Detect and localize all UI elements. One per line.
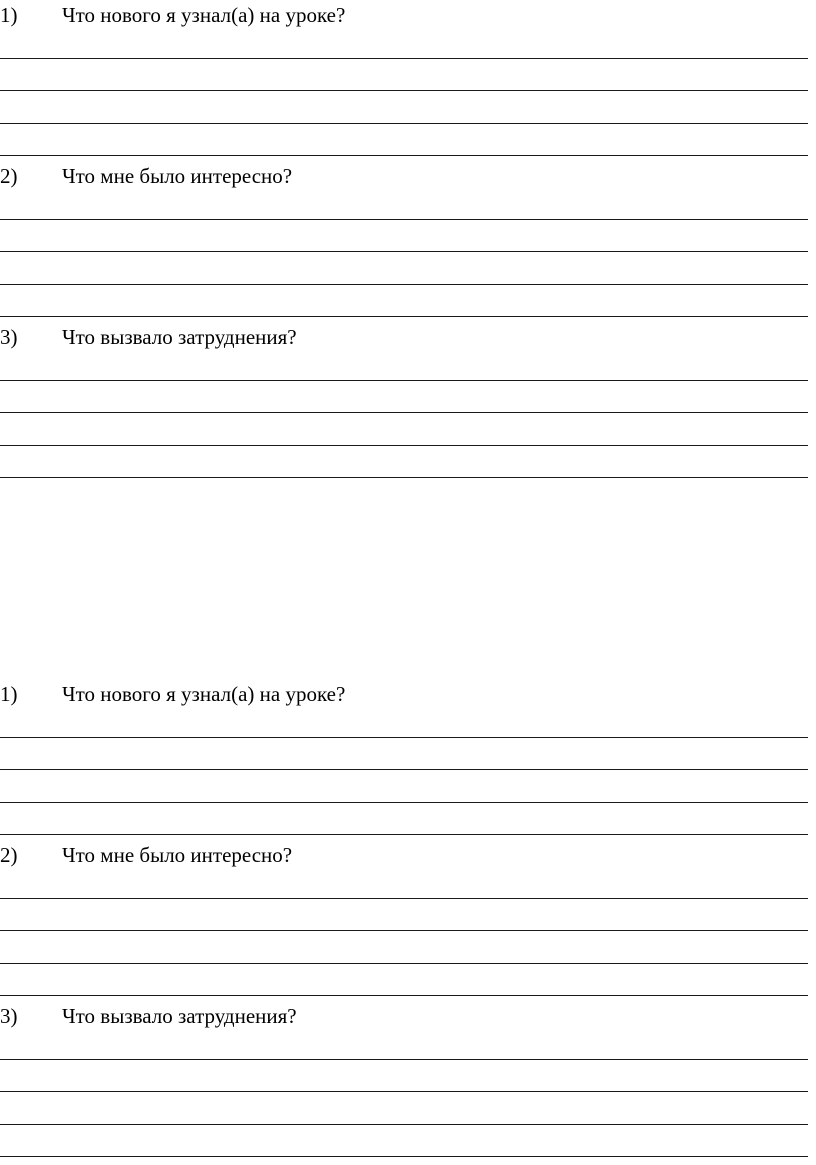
question-block [0, 679, 816, 840]
answer-line[interactable] [0, 380, 808, 381]
answer-line[interactable] [0, 412, 808, 413]
answer-line[interactable] [0, 930, 808, 931]
answer-line[interactable] [0, 834, 808, 835]
answer-line[interactable] [0, 284, 808, 285]
answer-line[interactable] [0, 963, 808, 964]
answer-line[interactable] [0, 1124, 808, 1125]
reflection-worksheet-bottom [0, 679, 816, 1162]
answer-line[interactable] [0, 1156, 808, 1157]
reflection-worksheet-top [0, 0, 816, 483]
answer-line[interactable] [0, 898, 808, 899]
answer-line[interactable] [0, 316, 808, 317]
question-number: 3) [0, 325, 18, 349]
question-block [0, 840, 816, 1001]
question-number: 3) [0, 1004, 18, 1028]
answer-line[interactable] [0, 123, 808, 124]
question-text: Что нового я узнал(а) на уроке? [62, 682, 346, 706]
answer-line[interactable] [0, 251, 808, 252]
question-block [0, 0, 816, 161]
question-block [0, 322, 816, 483]
question-text: Что вызвало затруднения? [62, 325, 297, 349]
answer-line[interactable] [0, 219, 808, 220]
question-number: 1) [0, 682, 18, 706]
question-text: Что мне было интересно? [62, 843, 293, 867]
answer-line[interactable] [0, 1091, 808, 1092]
question-block [0, 161, 816, 322]
answer-line[interactable] [0, 445, 808, 446]
answer-line[interactable] [0, 769, 808, 770]
question-number: 1) [0, 3, 18, 27]
question-text: Что вызвало затруднения? [62, 1004, 297, 1028]
question-block [0, 1001, 816, 1162]
question-text: Что мне было интересно? [62, 164, 293, 188]
answer-line[interactable] [0, 477, 808, 478]
answer-line[interactable] [0, 995, 808, 996]
question-text: Что нового я узнал(а) на уроке? [62, 3, 346, 27]
answer-line[interactable] [0, 90, 808, 91]
question-number: 2) [0, 164, 18, 188]
answer-line[interactable] [0, 1059, 808, 1060]
answer-line[interactable] [0, 58, 808, 59]
question-number: 2) [0, 843, 18, 867]
answer-line[interactable] [0, 155, 808, 156]
answer-line[interactable] [0, 737, 808, 738]
answer-line[interactable] [0, 802, 808, 803]
